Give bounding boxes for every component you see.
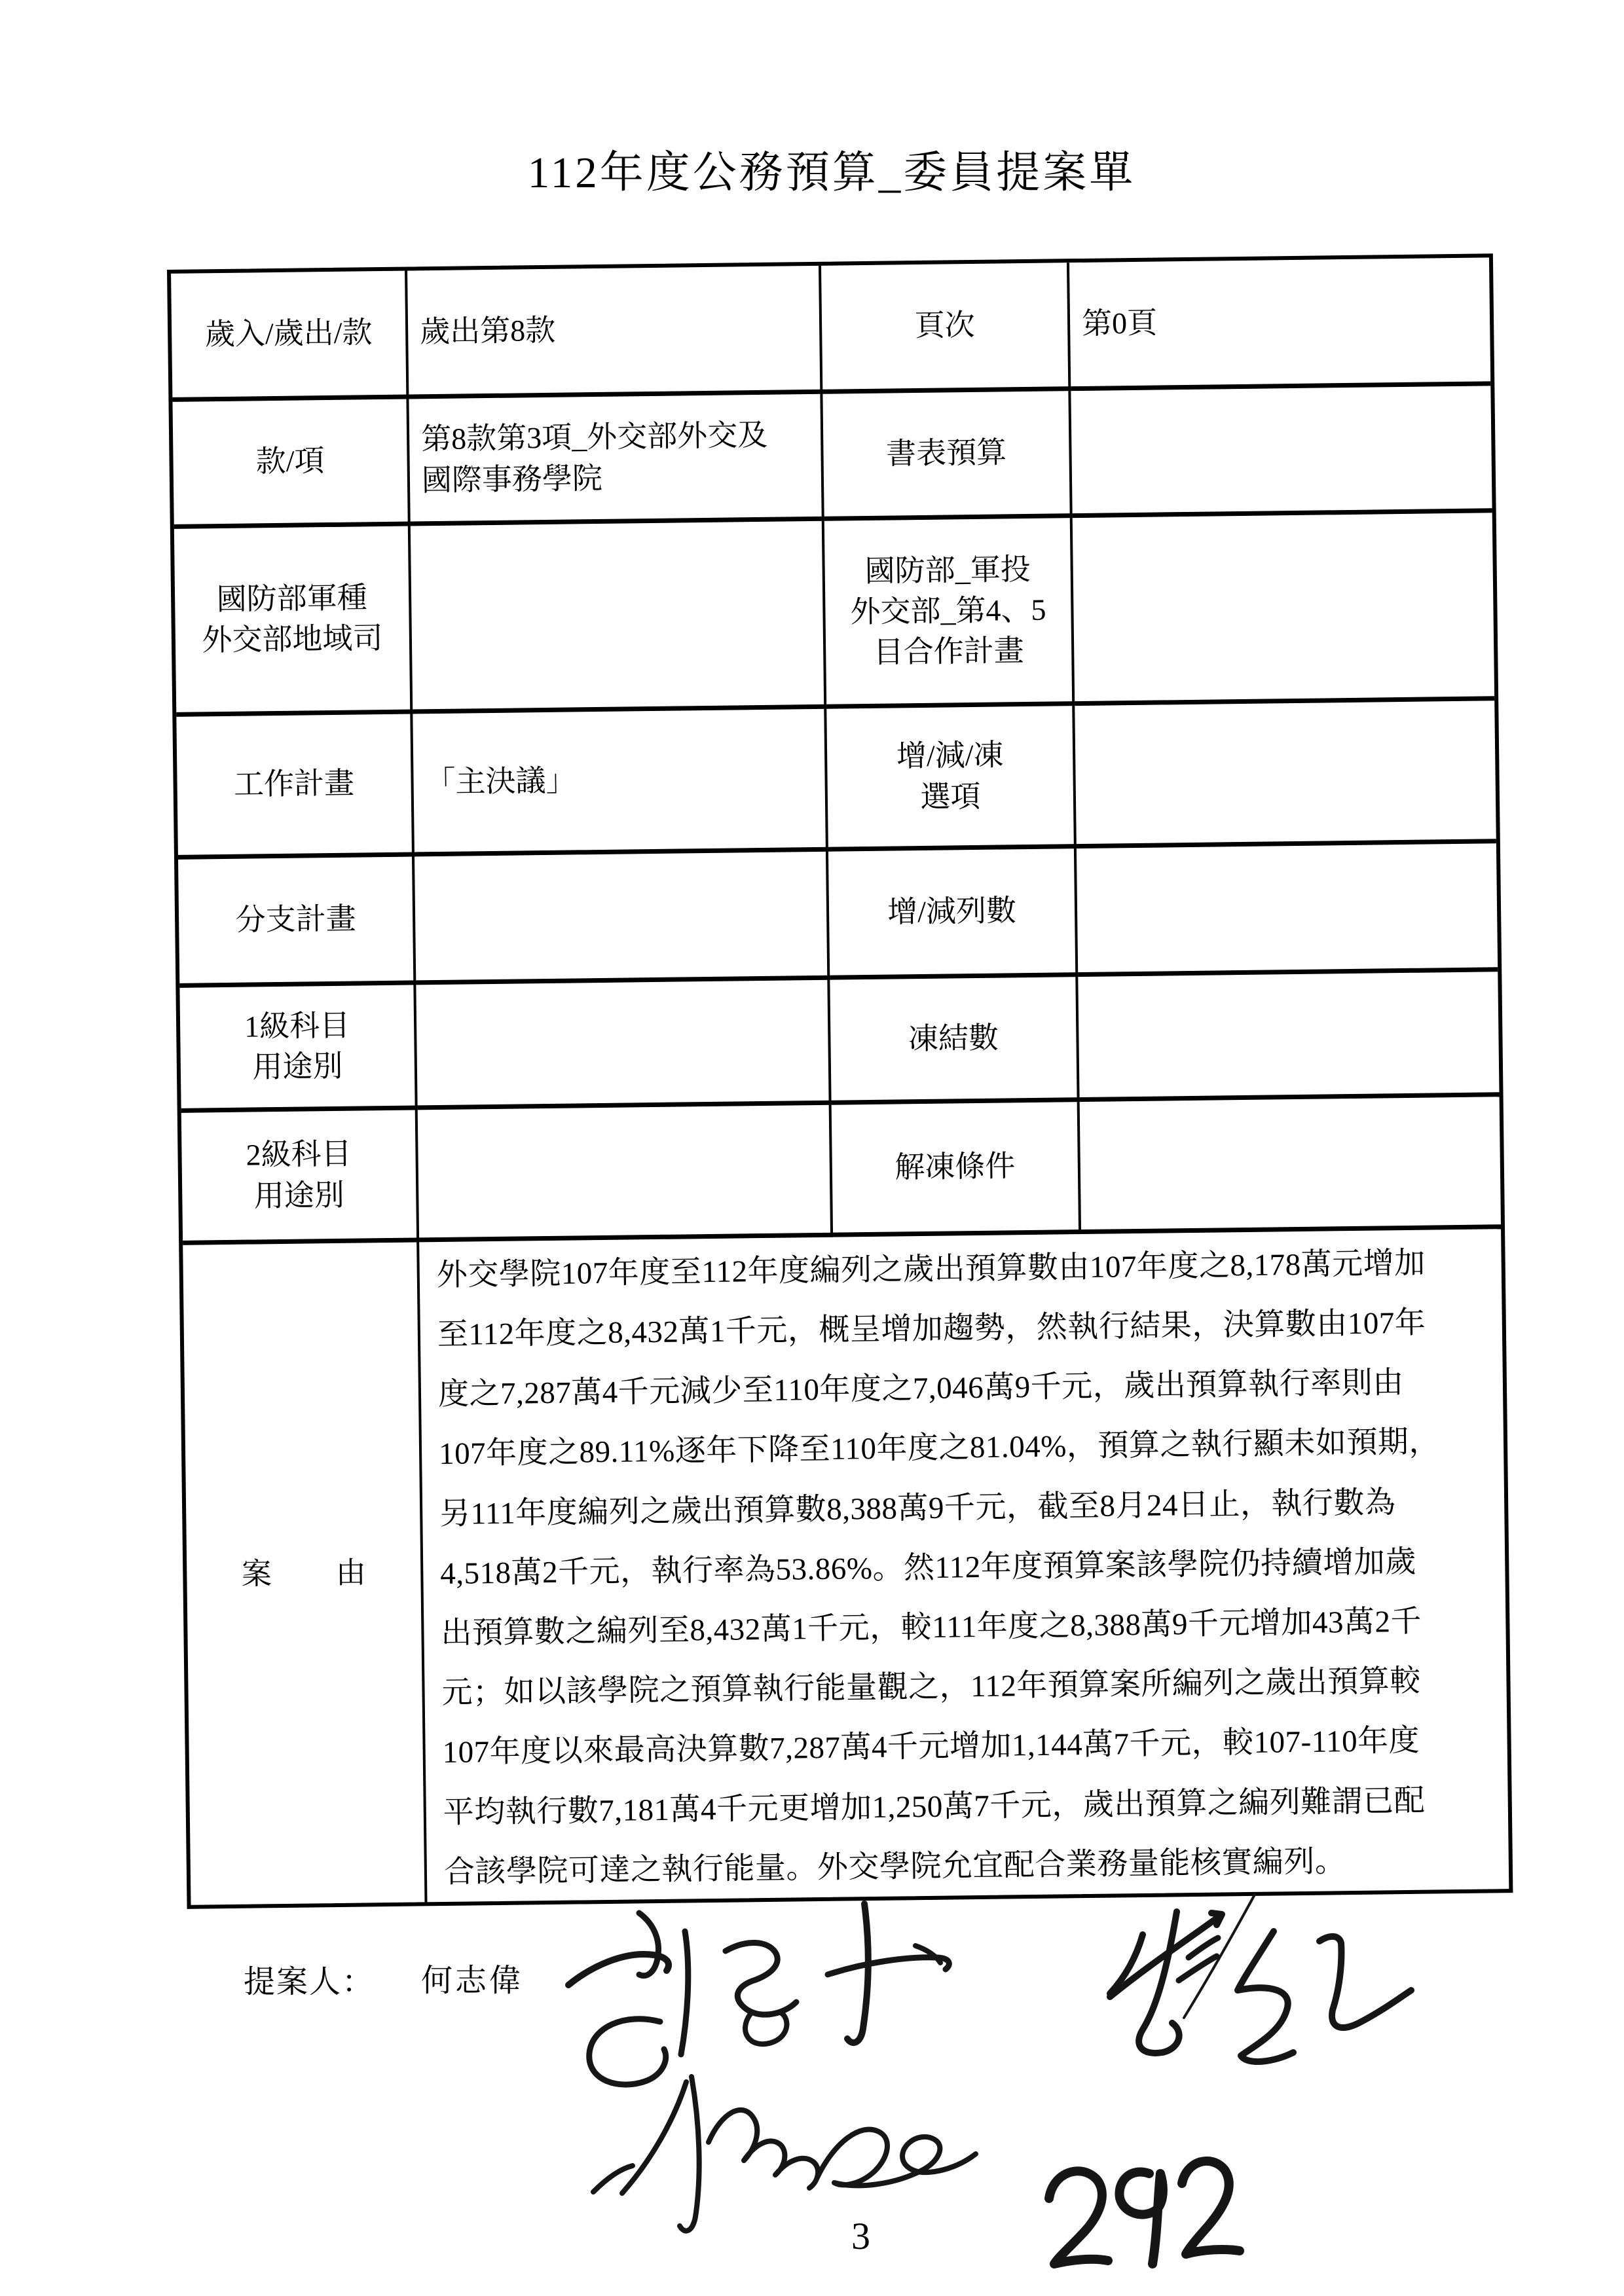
proposal-table xyxy=(167,253,1513,1909)
signature-proposer-2 xyxy=(589,2019,976,2231)
row1-value-expenditure-item8: 歲出第8款 xyxy=(407,266,822,399)
case-line: 至112年度之8,432萬1千元，概呈增加趨勢，然執行結果，決算數由107年 xyxy=(437,1305,1426,1353)
case-reason-label: 案 由 xyxy=(183,1242,427,1904)
row3-label-cooperation-plan: 國防部_軍投 外交部_第4、5 目合作計畫 xyxy=(824,518,1075,709)
page-number: 3 xyxy=(851,2215,870,2257)
row6-label-level1-subject: 1級科目 用途別 xyxy=(179,985,417,1112)
signature-proposer-1 xyxy=(568,1904,949,2054)
case-line: 107年度以來最高決算數7,287萬4千元增加1,144萬7千元，較107-110年度 xyxy=(442,1724,1420,1770)
case-line: 外交學院107年度至112年度編列之歲出預算數由107年度之8,178萬元增加 xyxy=(436,1246,1426,1292)
case-reason-text xyxy=(419,1229,1509,1902)
case-line: 107年度之89.11%逐年下降至110年度之81.04%，預算之執行顯未如預期， xyxy=(438,1425,1441,1472)
row1-label-page-index: 頁次 xyxy=(821,263,1071,394)
case-line: 平均執行數7,181萬4千元更增加1,250萬7千元，歲出預算之編列難謂已配 xyxy=(443,1783,1426,1830)
case-line: 度之7,287萬4千元減少至110年度之7,046萬9千元，歲出預算執行率則由 xyxy=(437,1366,1404,1412)
row5-label-branch-plan: 分支計畫 xyxy=(178,856,416,987)
proposer-name: 何志偉 xyxy=(421,1963,524,1998)
row3-value-empty xyxy=(411,521,826,714)
case-line: 另111年度編列之歲出預算數8,388萬9千元，截至8月24日止，執行數為 xyxy=(439,1485,1396,1531)
handwriting-layer xyxy=(557,1886,1421,2296)
row7-label-level2-subject: 2級科目 用途別 xyxy=(181,1110,419,1245)
row5-label-adjust-amount: 增/減列數 xyxy=(828,848,1078,980)
row2-label-item-section: 款/項 xyxy=(172,399,410,529)
proposer-label: 提案人： xyxy=(244,1965,375,1999)
row4-label-work-plan: 工作計畫 xyxy=(176,714,415,859)
case-line: 合該學院可達之執行能量。外交學院允宜配合業務量能核實編列。 xyxy=(443,1844,1346,1889)
row5-value-empty xyxy=(1077,843,1498,977)
form-title: 112年度公務預算_委員提案單 xyxy=(527,149,1136,197)
row5-value-empty xyxy=(415,852,830,985)
row3-label-defense-region: 國防部軍種 外交部地域司 xyxy=(174,526,413,716)
row2-value-ministry-institute: 第8款第3項_外交部外交及 國際事務學院 xyxy=(409,394,824,526)
row6-label-frozen-amount: 凍結數 xyxy=(830,977,1079,1105)
row1-value-page0: 第0頁 xyxy=(1069,257,1490,391)
row2-value-empty xyxy=(1071,386,1492,518)
row7-label-unfreeze-condition: 解凍條件 xyxy=(832,1102,1081,1237)
row1-label-revenue-expenditure: 歲入/歲出/款 xyxy=(171,271,409,402)
row4-value-main-resolution: 「主決議」 xyxy=(413,709,828,857)
row6-value-empty xyxy=(416,980,831,1110)
case-line: 4,518萬2千元，執行率為53.86%。然112年度預算案該學院仍持續增加歲 xyxy=(440,1544,1416,1591)
row7-value-empty xyxy=(418,1105,833,1243)
row2-label-book-budget: 書表預算 xyxy=(822,391,1072,521)
row3-value-empty xyxy=(1073,513,1494,706)
row4-value-empty xyxy=(1075,701,1496,848)
row6-value-empty xyxy=(1078,972,1499,1102)
row4-label-increase-decrease-freeze: 增/減/凍 選項 xyxy=(826,706,1077,852)
case-line: 出預算數之編列至8,432萬1千元，較111年度之8,388萬9千元增加43萬2千 xyxy=(441,1604,1422,1651)
row7-value-empty xyxy=(1080,1097,1501,1234)
signature-cosigner xyxy=(1110,1895,1411,2062)
handwritten-number xyxy=(1049,2161,1240,2264)
case-line: 元；如以該學院之預算執行能量觀之，112年預算案所編列之歲出預算較 xyxy=(441,1664,1422,1711)
